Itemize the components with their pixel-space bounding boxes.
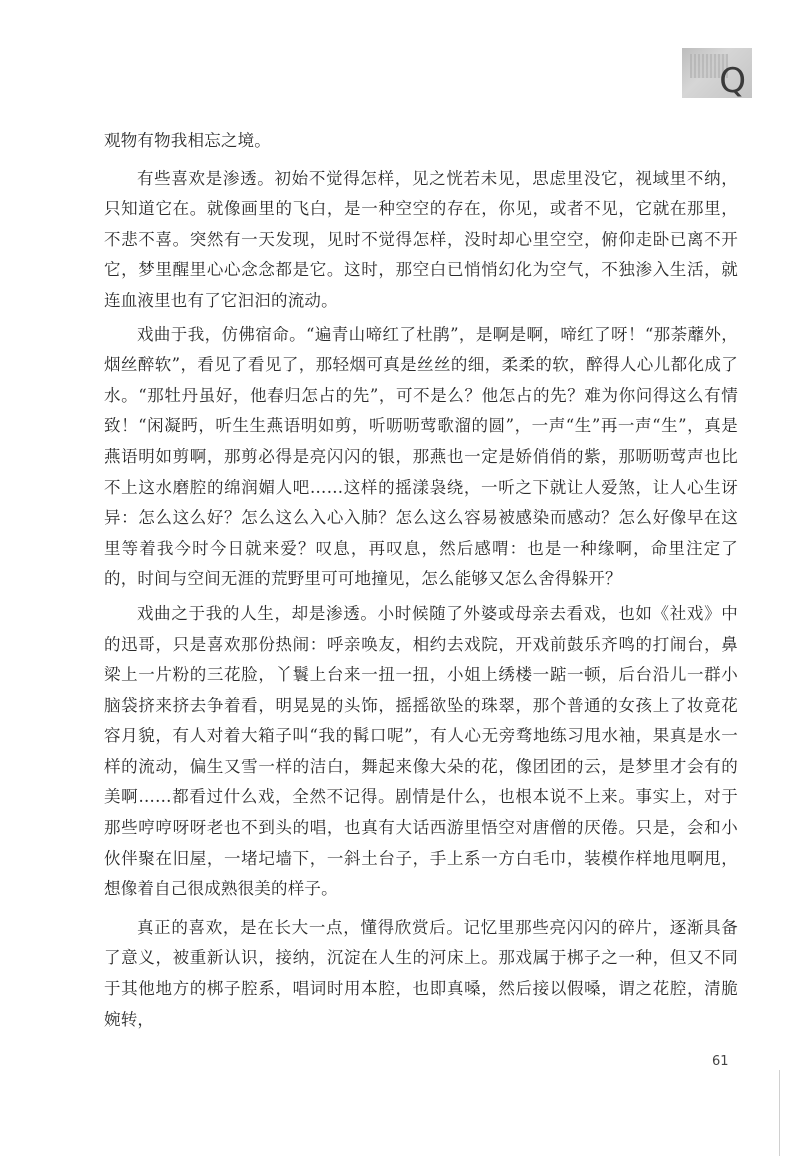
paragraph: 真正的喜欢，是在长大一点，懂得欣赏后。记忆里那些亮闪闪的碎片，逐渐具备了意义，被重新认识，接纳，沉淀在人生的河床上。那戏属于梆子之一种，但又不同于其他地方的梆子腔系，唱词时用本腔，也即真嗓，然后接以假嗓，谓之花腔，清脆婉转，	[104, 917, 738, 1029]
paragraph: 有些喜欢是渗透。初始不觉得怎样，见之恍若未见，思虑里没它，视域里不纳，只知道它在。就像画里的飞白，是一种空空的存在，你见，或者不见，它就在那里，不悲不喜。突然有一天发现，见时不觉得怎样，没时却心里空空，俯仰走卧已离不开它，梦里醒里心心念念都是它。这时，那空白已悄悄幻化为空气，不独渗入生活，就连血液里也有了它汩汩的流动。	[104, 168, 738, 310]
section-corner-mark	[682, 48, 752, 101]
paragraph: 戏曲之于我的人生，却是渗透。小时候随了外婆或母亲去看戏，也如《社戏》中的迅哥，只是喜欢那份热闹：呼亲唤友，相约去戏院，开戏前鼓乐齐鸣的打闹台，鼻梁上一片粉的三花脸，丫鬟上台来一扭一扭，小姐上绣楼一踮一顿，后台沿儿一群小脑袋挤来挤去争着看，明晃晃的头饰，摇摇欲坠的珠翠，那个普通的女孩上了妆竟花容月貌，有人对着大箱子叫“我的髯口呢”，有人心无旁骛地练习甩水袖，果真是水一样的流动，偏生又雪一样的洁白，舞起来像大朵的花，像团团的云，是梦里才会有的美啊……都看过什么戏，全然不记得。剧情是什么，也根本说不上来。事实上，对于那些哼哼呀呀老也不到头的唱，也真有大话西游里悟空对唐僧的厌倦。只是，会和小伙伴聚在旧屋，一堵圮墙下，一斜土台子，手上系一方白毛巾，装模作样地甩啊甩，想像着自己很成熟很美的样子。	[104, 603, 738, 899]
page-number: 61	[712, 1054, 729, 1069]
paragraph: 戏曲于我，仿佛宿命。“遍青山啼红了杜鹃”，是啊是啊，啼红了呀！“那荼蘼外，烟丝醉软”，看见了看见了，那轻烟可真是丝丝的细，柔柔的软，醉得人心儿都化成了水。“那牡丹虽好，他春归怎占的先”，可不是么？他怎占的先？难为你问得这么有情致！“闲凝眄，听生生燕语明如剪，听呖呖莺歌溜的圆”，一声“生”再一声“生”，真是燕语明如剪啊，那剪必得是亮闪闪的银，那燕也一定是娇俏俏的紫，那呖呖莺声也比不上这水磨腔的绵润媚人吧……这样的摇漾袅绕，一听之下就让人爱煞，让人心生讶异：怎么这么好？怎么这么入心入肺？怎么这么容易被感染而感动？怎么好像早在这里等着我今时今日就来爱？叹息，再叹息，然后感喟：也是一种缘啊，命里注定了的，时间与空间无涯的荒野里可可地撞见，怎么能够又怎么舍得躲开？	[104, 324, 738, 589]
section-letter: Q	[719, 61, 746, 101]
paragraph-continued: 观物有物我相忘之境。	[104, 131, 271, 150]
scan-edge-line	[779, 1070, 780, 1156]
page-body	[104, 126, 738, 1035]
